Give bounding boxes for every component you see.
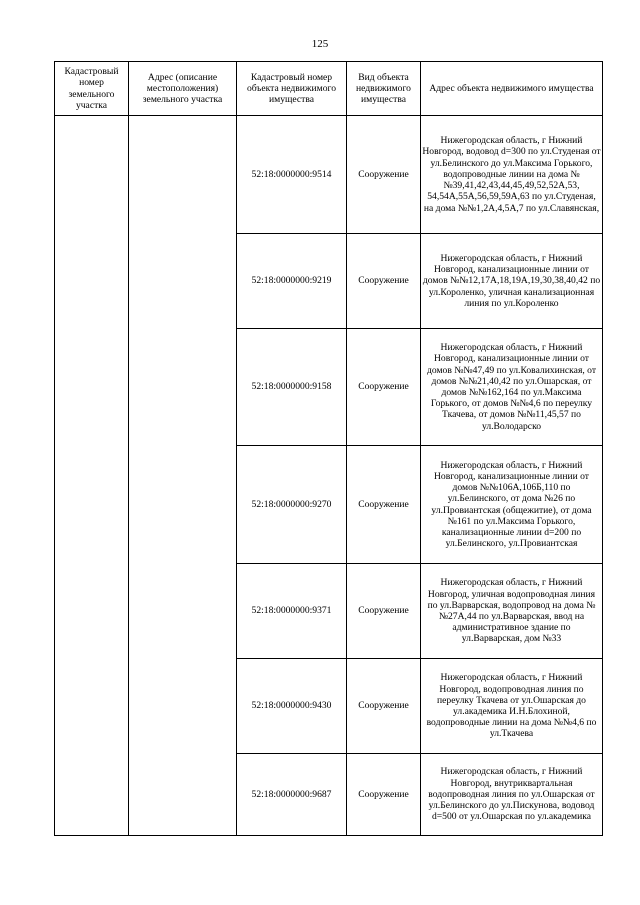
object-address-cell: Нижегородская область, г Нижний Новгород, водопроводная линия по переулку Ткачева от ул.Ошарская до ул.академика И.Н.Блохиной, водопроводные линии на дома №№4,6 по ул.Ткачева bbox=[421, 659, 603, 754]
cadastral-object-cell: 52:18:0000000:9270 bbox=[237, 446, 347, 564]
object-address-cell: Нижегородская область, г Нижний Новгород, канализационные линии от домов №№106А,106Б,110 по ул.Белинского, от дома №26 по ул.Провиантская (общежитие), от дома №161 по ул.Максима Горького, канализационные линии d=200 по ул.Белинского, ул.Провиантская bbox=[421, 446, 603, 564]
cadastral-land-cell bbox=[55, 116, 129, 836]
object-address-cell: Нижегородская область, г Нижний Новгород, уличная водопроводная линия по ул.Варварская, водопровод на дома №№27А,44 по ул.Варварская, ввод на административное здание по ул.Варварская, дом №33 bbox=[421, 564, 603, 659]
property-table bbox=[54, 61, 603, 836]
object-type-cell: Сооружение bbox=[347, 116, 421, 234]
cadastral-object-cell: 52:18:0000000:9687 bbox=[237, 754, 347, 836]
object-type-cell: Сооружение bbox=[347, 234, 421, 329]
table-header bbox=[55, 62, 603, 116]
header-land-address: Адрес (описание местоположения) земельного участка bbox=[129, 62, 237, 116]
object-type-cell: Сооружение bbox=[347, 446, 421, 564]
land-address-cell bbox=[129, 116, 237, 836]
object-type-cell: Сооружение bbox=[347, 329, 421, 446]
header-object-type: Вид объекта недвижимого имущества bbox=[347, 62, 421, 116]
table-row bbox=[55, 116, 603, 234]
object-address-cell: Нижегородская область, г Нижний Новгород, канализационные линии от домов №№12,17А,18,19А,19,30,38,40,42 по ул.Короленко, уличная канализационная линия по ул.Короленко bbox=[421, 234, 603, 329]
object-type-cell: Сооружение bbox=[347, 659, 421, 754]
object-address-cell: Нижегородская область, г Нижний Новгород, канализационные линии от домов №№47,49 по ул.Ковалихинская, от домов №№21,40,42 по ул.Ошарская, от домов №№162,164 по ул.Максима Горького, от домов №№4,6 по переулку Ткачева, от домов №№11,45,57 по ул.Володарско bbox=[421, 329, 603, 446]
cadastral-object-cell: 52:18:0000000:9219 bbox=[237, 234, 347, 329]
table-body bbox=[55, 116, 603, 836]
header-row bbox=[55, 62, 603, 116]
page-number: 125 bbox=[311, 38, 329, 50]
object-address-cell: Нижегородская область, г Нижний Новгород, внутриквартальная водопроводная линия по ул.Ошарская от ул.Белинского до ул.Пискунова, водовод d=500 от ул.Ошарская по ул.академика bbox=[421, 754, 603, 836]
header-object-address: Адрес объекта недвижимого имущества bbox=[421, 62, 603, 116]
cadastral-object-cell: 52:18:0000000:9514 bbox=[237, 116, 347, 234]
object-address-cell: Нижегородская область, г Нижний Новгород, водовод d=300 по ул.Студеная от ул.Белинского до ул.Максима Горького, водопроводные линии на дома №№39,41,42,43,44,45,49,52,52А,53, 54,54А,55А,56,59,59А,63 по ул.Студеная, на дома №№1,2А,4,5А,7 по ул.Славянская, bbox=[421, 116, 603, 234]
cadastral-object-cell: 52:18:0000000:9430 bbox=[237, 659, 347, 754]
cadastral-object-cell: 52:18:0000000:9158 bbox=[237, 329, 347, 446]
object-type-cell: Сооружение bbox=[347, 754, 421, 836]
header-cadastral-object: Кадастровый номер объекта недвижимого имущества bbox=[237, 62, 347, 116]
object-type-cell: Сооружение bbox=[347, 564, 421, 659]
header-cadastral-land: Кадастровый номер земельного участка bbox=[55, 62, 129, 116]
cadastral-object-cell: 52:18:0000000:9371 bbox=[237, 564, 347, 659]
